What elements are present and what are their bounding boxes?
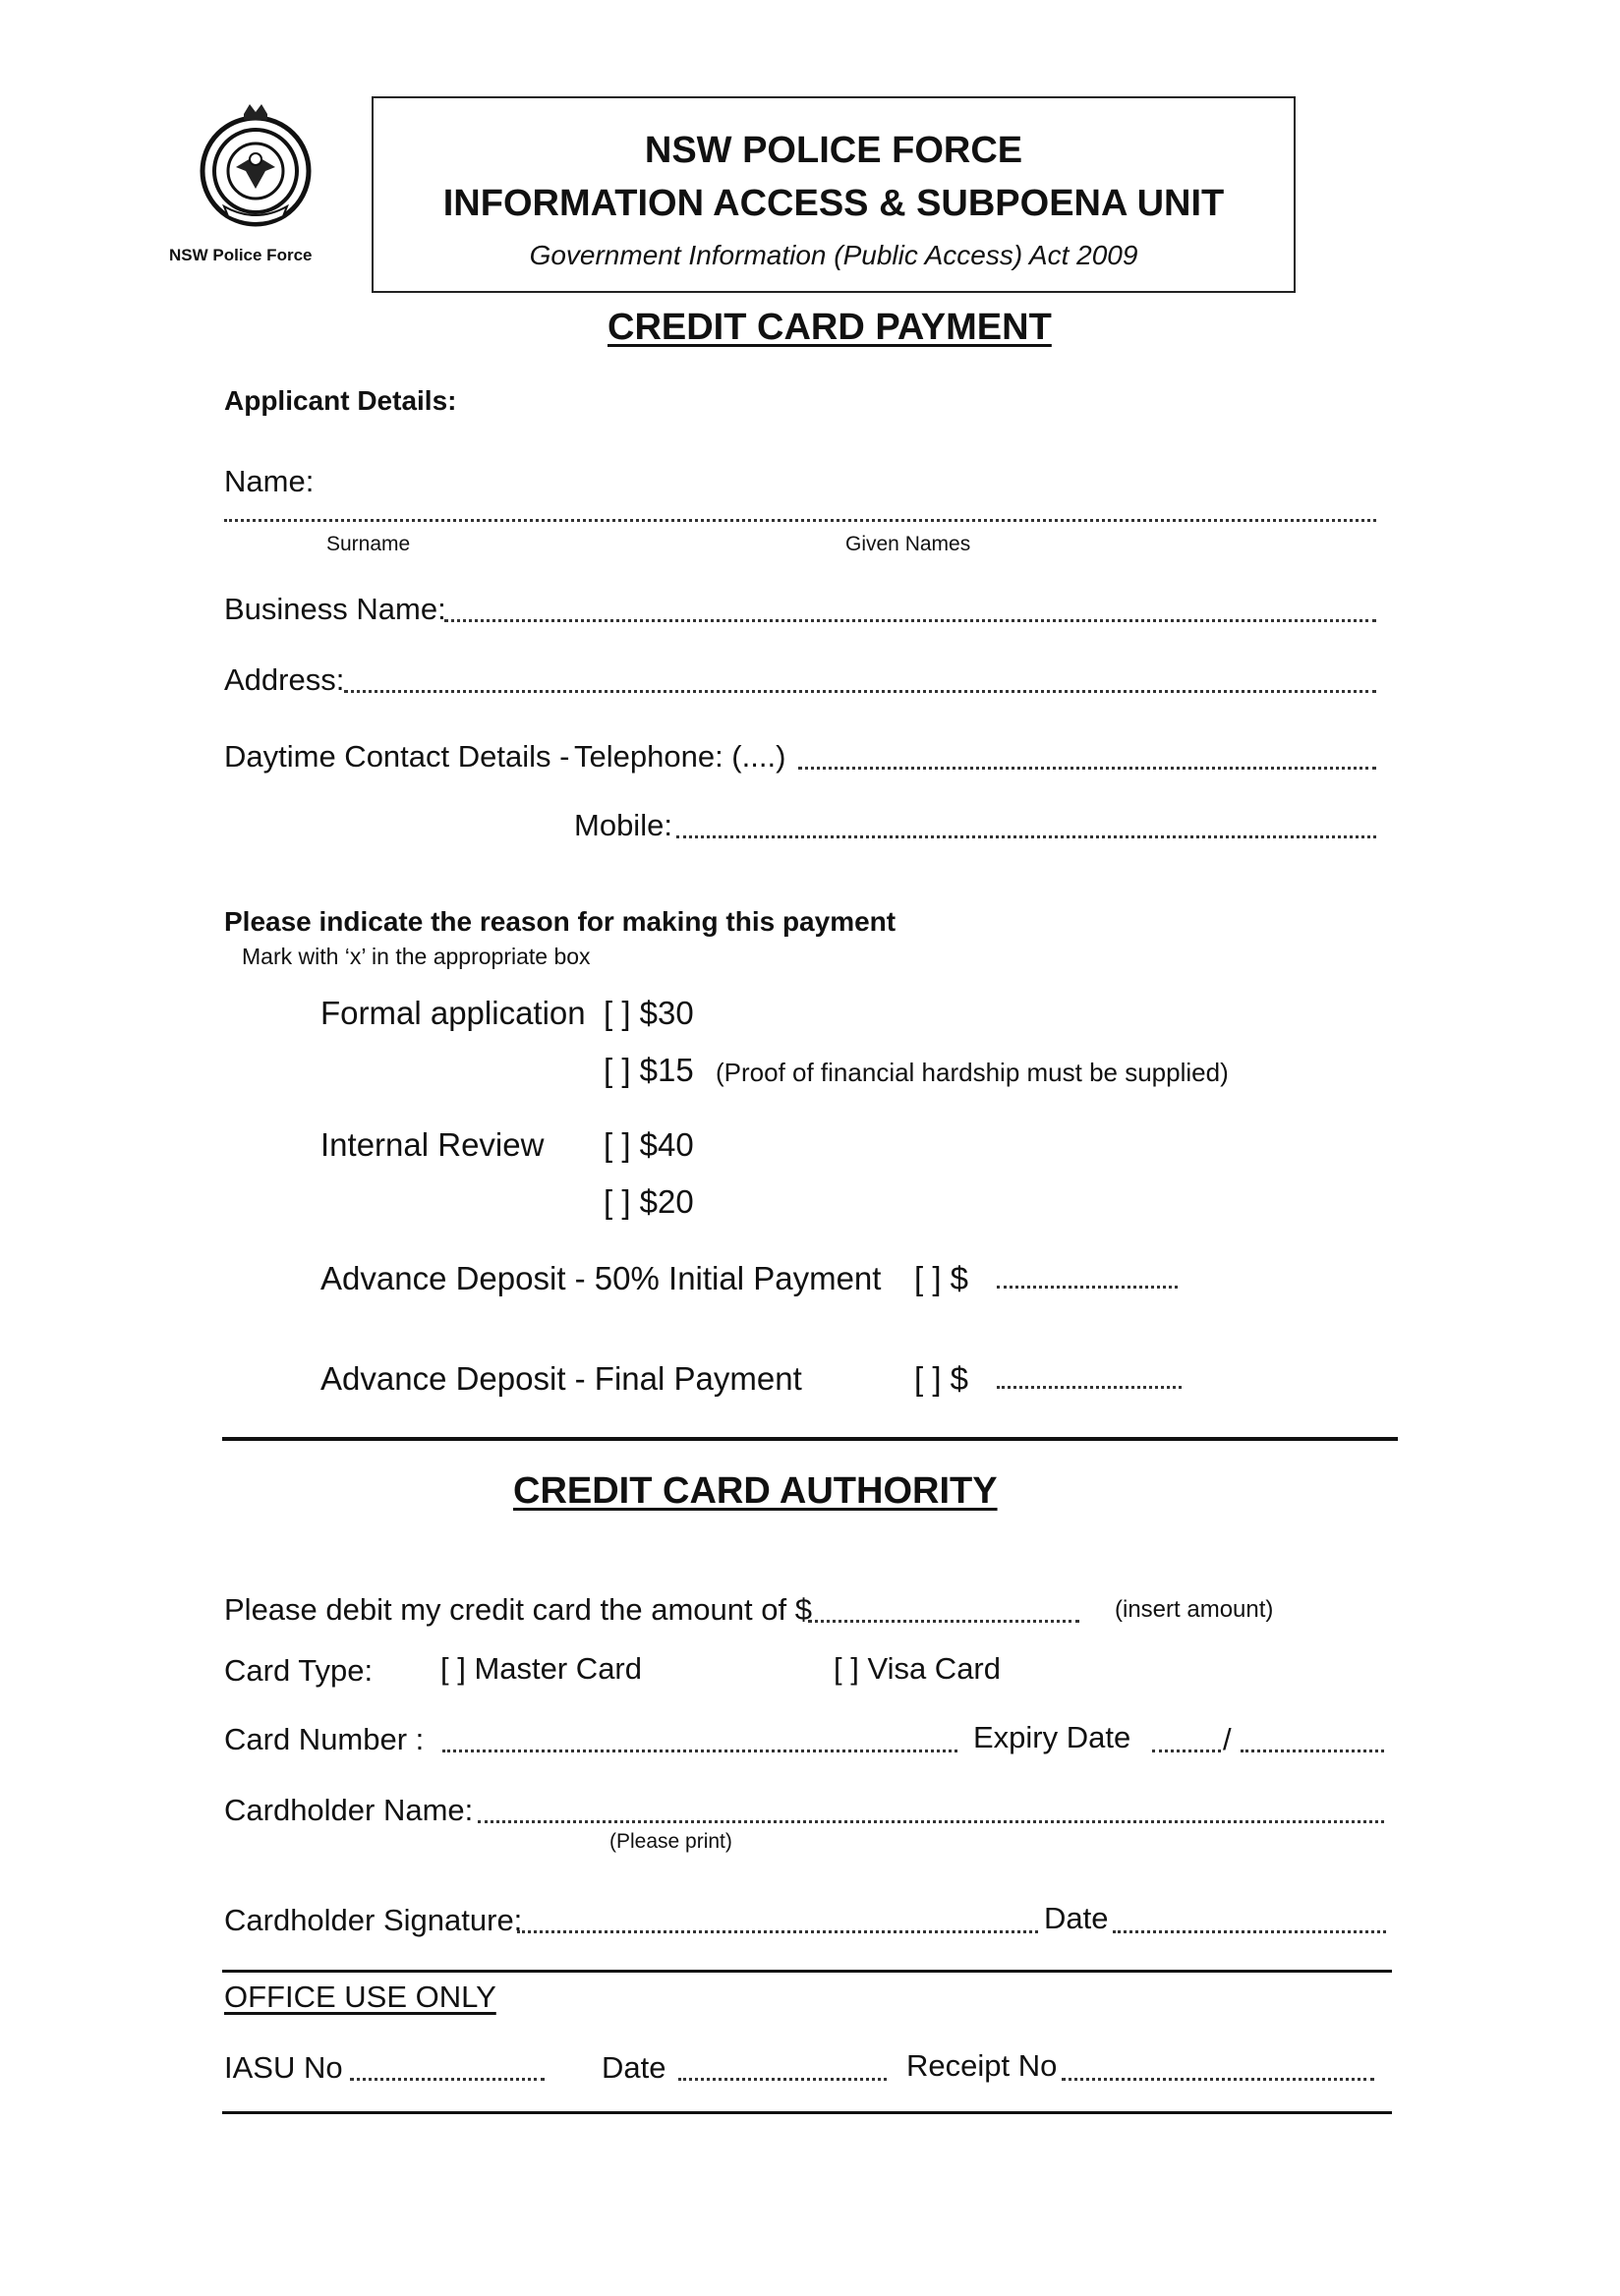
receipt-number-field[interactable]	[1062, 2078, 1374, 2081]
insert-amount-note: (insert amount)	[1115, 1596, 1274, 1623]
expiry-year-field[interactable]	[1241, 1750, 1384, 1752]
signature-date-field[interactable]	[1113, 1930, 1386, 1933]
office-date-label: Date	[602, 2050, 666, 2085]
formal-15-checkbox[interactable]: [ ] $15	[604, 1052, 694, 1088]
office-use-heading: OFFICE USE ONLY	[224, 1980, 496, 2014]
advance-initial-checkbox[interactable]: [ ] $	[914, 1260, 969, 1296]
formal-application-label: Formal application	[320, 995, 586, 1031]
card-type-label: Card Type:	[224, 1653, 374, 1688]
surname-label: Surname	[326, 533, 411, 555]
mobile-field[interactable]	[676, 835, 1376, 838]
hardship-note: (Proof of financial hardship must be supplied)	[716, 1058, 1229, 1087]
mobile-label: Mobile:	[574, 808, 672, 842]
signature-date-label: Date	[1044, 1901, 1109, 1935]
cardholder-name-label: Cardholder Name:	[224, 1793, 474, 1827]
advance-final-checkbox[interactable]: [ ] $	[914, 1360, 969, 1397]
cardholder-signature-label: Cardholder Signature:	[224, 1903, 523, 1937]
logo-caption: NSW Police Force	[169, 246, 313, 264]
cardholder-signature-field[interactable]	[517, 1930, 1038, 1933]
internal-review-label: Internal Review	[320, 1126, 545, 1163]
business-name-field[interactable]	[444, 619, 1376, 622]
telephone-field[interactable]	[798, 767, 1376, 770]
debit-amount-label: Please debit my credit card the amount of $	[224, 1592, 812, 1627]
advance-final-label: Advance Deposit - Final Payment	[320, 1360, 802, 1397]
daytime-contact-label: Daytime Contact Details -	[224, 739, 570, 774]
internal-40-checkbox[interactable]: [ ] $40	[604, 1126, 694, 1163]
card-number-field[interactable]	[442, 1750, 957, 1752]
receipt-number-label: Receipt No	[906, 2048, 1058, 2083]
visa-card-checkbox[interactable]: [ ] Visa Card	[834, 1651, 1002, 1686]
reason-instruction: Mark with ‘x’ in the appropriate box	[242, 944, 591, 969]
office-top-rule	[222, 1970, 1392, 1973]
header-unit-name: INFORMATION ACCESS & SUBPOENA UNIT	[442, 183, 1225, 224]
advance-initial-amount-field[interactable]	[997, 1286, 1178, 1289]
advance-initial-label: Advance Deposit - 50% Initial Payment	[320, 1260, 882, 1296]
iasu-number-field[interactable]	[350, 2078, 545, 2081]
header-org-name: NSW POLICE FORCE	[644, 130, 1023, 171]
given-names-label: Given Names	[845, 533, 971, 555]
debit-amount-field[interactable]	[808, 1620, 1079, 1623]
please-print-note: (Please print)	[609, 1830, 732, 1853]
business-name-label: Business Name:	[224, 592, 446, 626]
formal-30-checkbox[interactable]: [ ] $30	[604, 995, 694, 1031]
header-act-name: Government Information (Public Access) Act 2009	[529, 240, 1138, 270]
iasu-number-label: IASU No	[224, 2050, 343, 2085]
cardholder-name-field[interactable]	[478, 1820, 1384, 1823]
page-title: CREDIT CARD PAYMENT	[608, 307, 1052, 348]
address-label: Address:	[224, 662, 345, 697]
applicant-details-heading: Applicant Details:	[224, 385, 457, 416]
address-field[interactable]	[344, 690, 1376, 693]
internal-20-checkbox[interactable]: [ ] $20	[604, 1183, 694, 1220]
nsw-police-crest-logo	[169, 100, 317, 264]
office-bottom-rule	[222, 2111, 1392, 2114]
card-number-label: Card Number :	[224, 1722, 425, 1756]
expiry-date-label: Expiry Date	[973, 1720, 1131, 1754]
name-label: Name:	[224, 464, 315, 498]
reason-heading: Please indicate the reason for making this payment	[224, 906, 897, 937]
section-divider	[222, 1437, 1398, 1441]
expiry-separator: /	[1223, 1722, 1232, 1756]
advance-final-amount-field[interactable]	[997, 1386, 1182, 1389]
expiry-month-field[interactable]	[1152, 1750, 1221, 1752]
master-card-checkbox[interactable]: [ ] Master Card	[440, 1651, 642, 1686]
telephone-label: Telephone: (....)	[574, 739, 786, 774]
authority-title: CREDIT CARD AUTHORITY	[513, 1470, 998, 1512]
office-date-field[interactable]	[678, 2078, 887, 2081]
name-field[interactable]	[224, 519, 1376, 522]
